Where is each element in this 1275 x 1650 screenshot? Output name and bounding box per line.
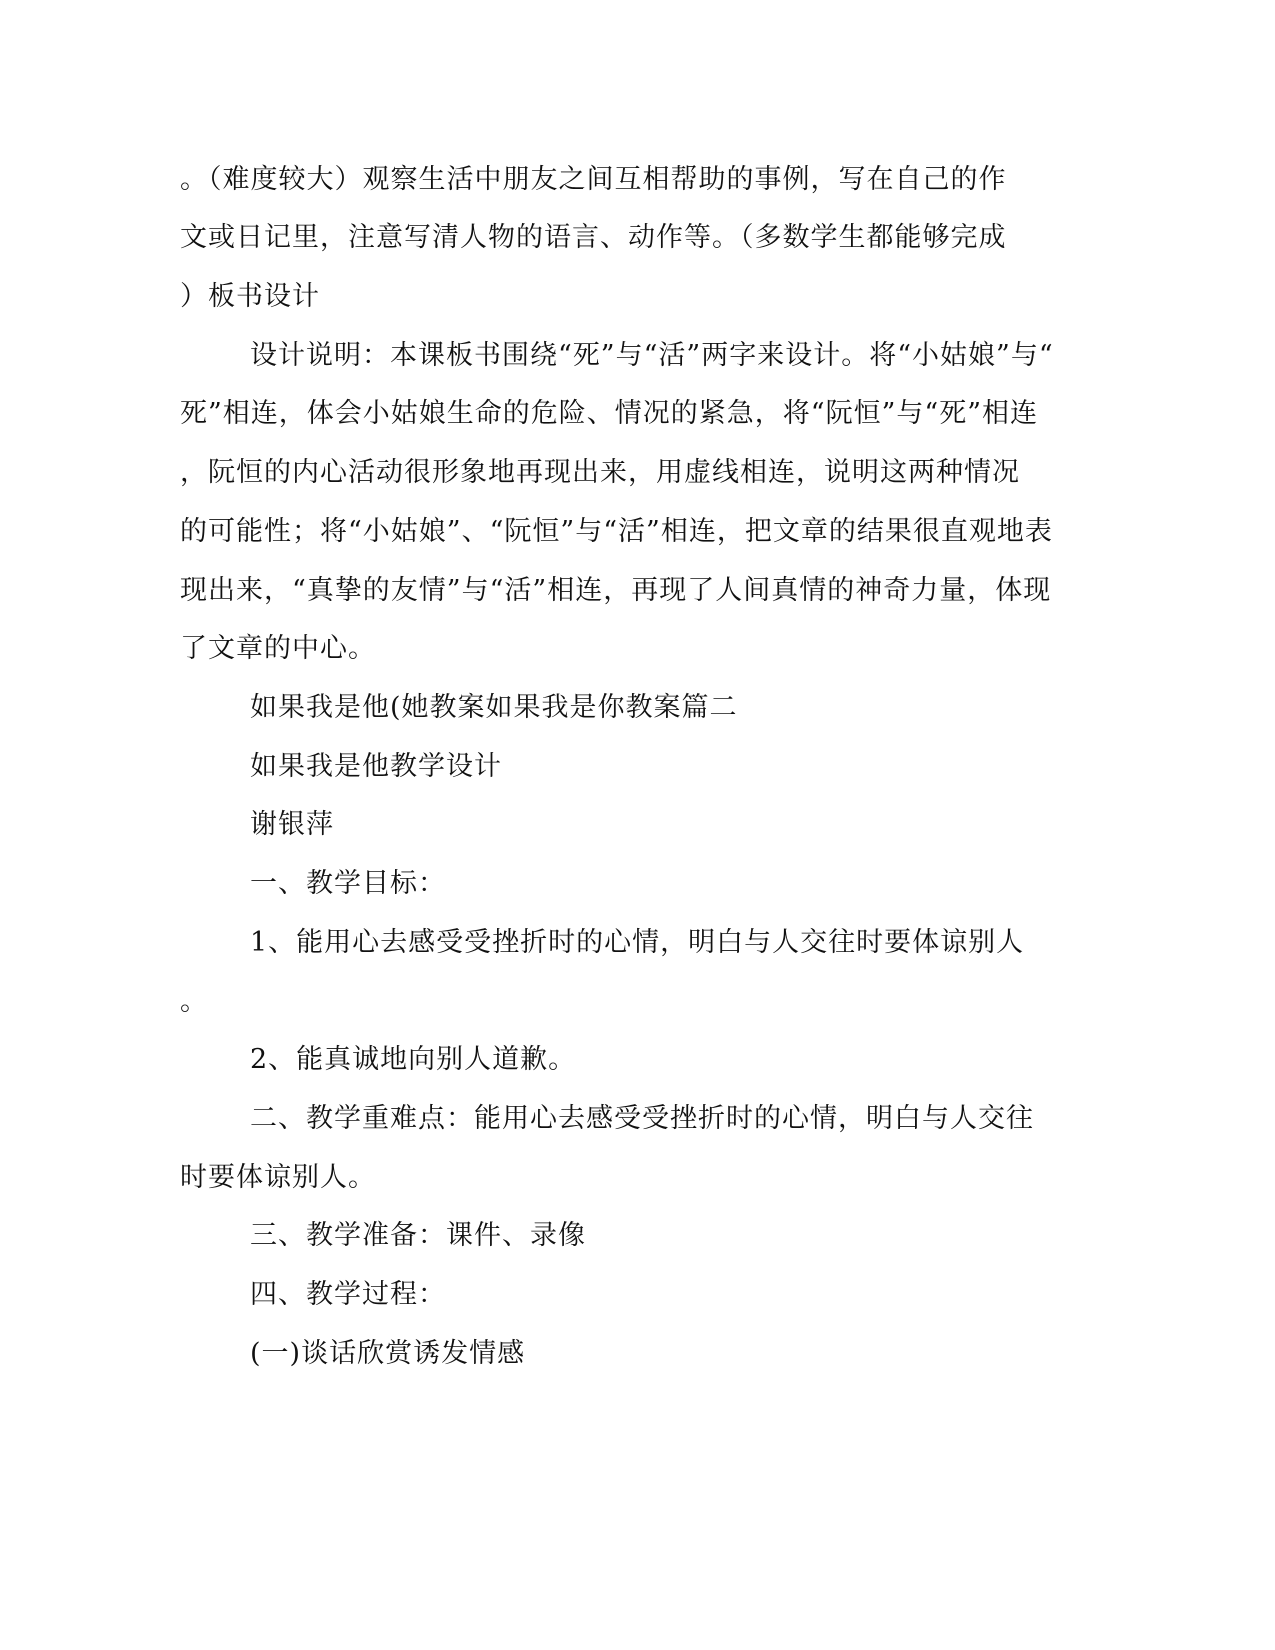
text-line: ，阮恒的内心活动很形象地再现出来，用虚线相连，说明这两种情况 (180, 457, 1020, 488)
author-name: 谢银萍 (250, 809, 334, 840)
text-line: 。 (180, 986, 208, 1017)
text-line: ）板书设计 (180, 281, 320, 312)
text-line: 了文章的中心。 (180, 633, 376, 664)
section-heading: 三、教学准备：课件、录像 (250, 1220, 586, 1251)
list-item: 1、能用心去感受受挫折时的心情，明白与人交往时要体谅别人 (250, 927, 1025, 958)
text-line: 时要体谅别人。 (180, 1162, 376, 1193)
subsection-heading: (一)谈话欣赏诱发情感 (250, 1338, 526, 1369)
section-heading: 四、教学过程： (250, 1279, 446, 1310)
text-line: 的可能性；将“小姑娘”、“阮恒”与“活”相连，把文章的结果很直观地表 (180, 516, 1053, 547)
text-line: 。（难度较大）观察生活中朋友之间互相帮助的事例，写在自己的作 (180, 164, 1007, 195)
text-line: 现出来，“真挚的友情”与“活”相连，再现了人间真情的神奇力量，体现 (180, 575, 1052, 606)
list-item: 2、能真诚地向别人道歉。 (250, 1044, 577, 1075)
text-line: 死”相连，体会小姑娘生命的危险、情况的紧急，将“阮恒”与“死”相连 (180, 398, 1039, 429)
section-heading: 一、教学目标： (250, 868, 446, 899)
section-heading: 二、教学重难点：能用心去感受受挫折时的心情，明白与人交往 (250, 1103, 1034, 1134)
section-heading: 如果我是他(她教案如果我是你教案篇二 (250, 692, 738, 723)
text-line: 文或日记里，注意写清人物的语言、动作等。（多数学生都能够完成 (180, 222, 1007, 253)
text-line: 设计说明：本课板书围绕“死”与“活”两字来设计。将“小姑娘”与“ (250, 340, 1054, 371)
document-title: 如果我是他教学设计 (250, 751, 502, 782)
